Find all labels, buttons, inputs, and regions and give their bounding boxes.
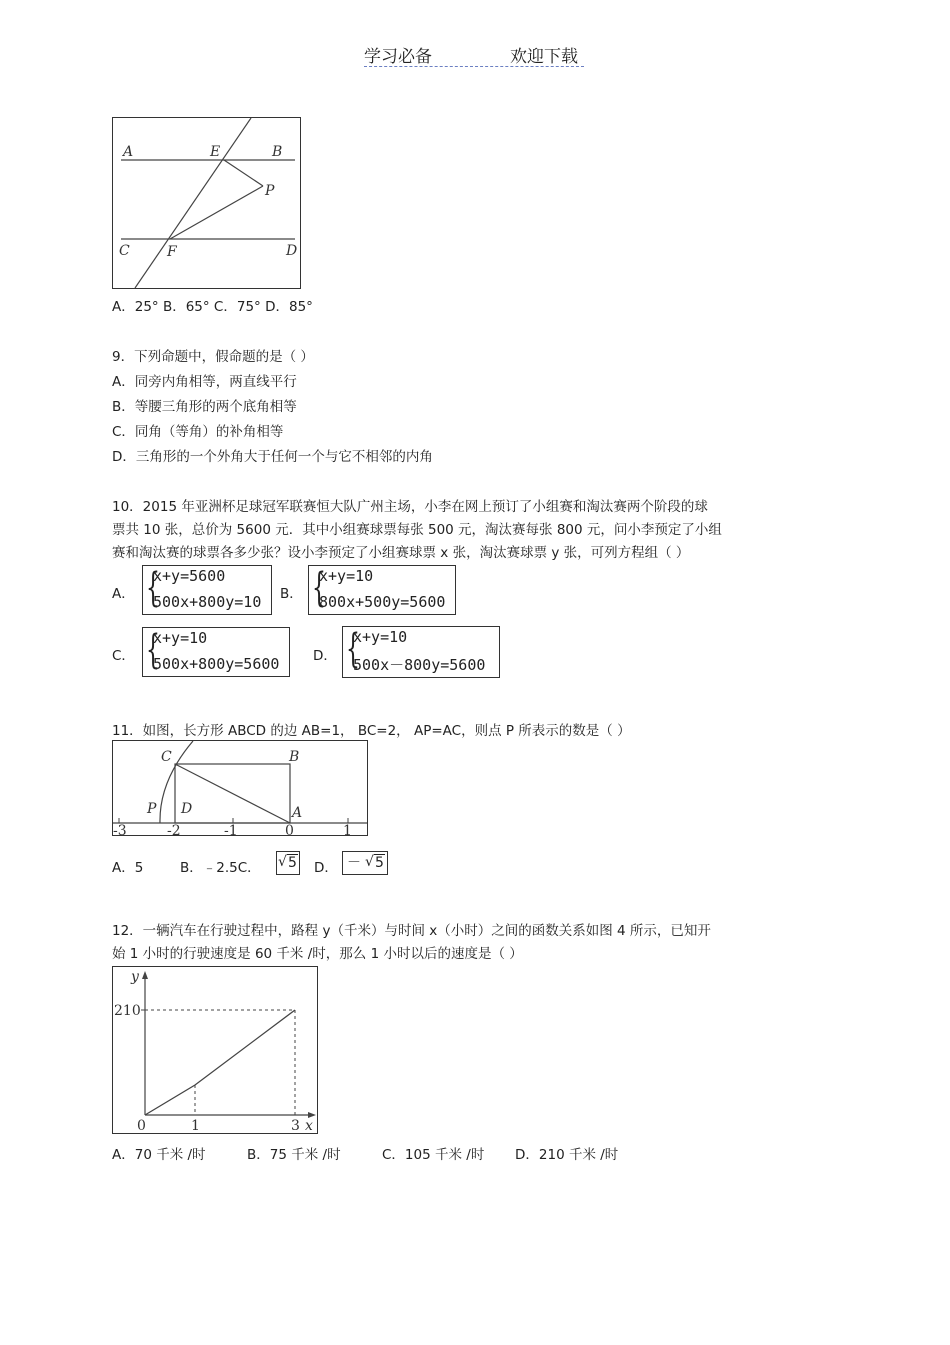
tick-label-minus1: -1 <box>224 823 238 835</box>
q10-stem-line-2: 票共 10 张，总价为 5600 元．其中小组赛球票每张 500 元，淘汰赛每张 800 元，问小李预定了小组 <box>112 522 722 538</box>
q10-option-a-eq1: x+y=5600 <box>153 567 226 585</box>
q9-option-c: C．同角（等角）的补角相等 <box>112 424 284 440</box>
brace-icon: { <box>346 626 360 672</box>
segment-pf <box>170 186 263 239</box>
q10-option-a-label: A． <box>112 586 135 602</box>
x-tick-label-0: 0 <box>137 1118 146 1133</box>
brace-icon: { <box>312 565 326 611</box>
minus-sign: － <box>347 855 361 871</box>
q11-option-a: A．5 <box>112 860 144 876</box>
label-a: A <box>123 144 134 160</box>
q10-stem-line-3: 赛和淘汰赛的球票各多少张？设小李预定了小组赛球票 x 张，淘汰赛球票 y 张，可列方程组（ ） <box>112 545 690 561</box>
y-axis-arrow <box>142 971 148 979</box>
header-right-text: 欢迎下载 <box>510 47 578 67</box>
q12-option-c: C．105 千米 /时 <box>382 1147 485 1163</box>
label-f: F <box>167 244 177 260</box>
brace-icon: { <box>146 627 160 673</box>
q11-stem: 11．如图，长方形 ABCD 的边 AB=1， BC=2， AP=AC，则点 P 所表示的数是（ ） <box>112 723 631 739</box>
x-tick-label-3: 3 <box>291 1118 300 1133</box>
label-b: B <box>289 749 300 765</box>
q9-option-a: A．同旁内角相等，两直线平行 <box>112 374 297 390</box>
q10-option-c-equations <box>142 627 290 677</box>
q10-option-b-label: B． <box>280 586 303 602</box>
label-p: P <box>147 801 157 817</box>
y-tick-label-210: 210 <box>114 1003 141 1019</box>
sqrt-icon: √ <box>365 854 374 870</box>
q12-option-d: D．210 千米 /时 <box>515 1147 619 1163</box>
q11-option-b: B．﹣2.5C． <box>180 860 261 876</box>
q10-option-a-eq2: 500x+800y=10 <box>153 593 262 611</box>
header-left-text: 学习必备 <box>364 47 432 67</box>
q11-number-line-figure <box>112 740 368 836</box>
q9-option-d: D．三角形的一个外角大于任何一个与它不相邻的内角 <box>112 449 433 465</box>
x-axis-label: x <box>305 1118 313 1133</box>
q11-option-c-sqrt <box>276 851 300 875</box>
q10-option-b-equations <box>308 565 456 615</box>
label-d: D <box>286 243 298 259</box>
distance-series-line <box>145 1010 295 1115</box>
segment-ep <box>224 160 263 186</box>
label-b: B <box>272 144 283 160</box>
diagonal-ac <box>175 764 290 823</box>
q8-parallel-lines-figure <box>112 117 301 289</box>
q11-option-d-label: D． <box>314 860 338 876</box>
label-a: A <box>292 805 303 821</box>
q10-option-c-label: C． <box>112 648 135 664</box>
q9-stem: 9．下列命题中，假命题的是（ ） <box>112 349 314 365</box>
q11-option-d-radicand: 5 <box>375 855 384 871</box>
label-p: P <box>265 183 275 199</box>
q11-option-c-radicand: 5 <box>288 855 297 871</box>
label-c: C <box>161 749 172 765</box>
q11-option-d-sqrt <box>342 851 388 875</box>
tick-label-minus2: -2 <box>167 823 181 835</box>
q12-option-a: A．70 千米 /时 <box>112 1147 206 1163</box>
q10-option-c-eq1: x+y=10 <box>153 629 208 647</box>
q10-option-d-label: D． <box>313 648 337 664</box>
page-header <box>364 42 584 67</box>
q10-option-d-eq1: x+y=10 <box>353 628 408 646</box>
q8-options: A．25° B．65° C．75° D．85° <box>112 299 313 315</box>
q10-option-c-eq2: 500x+800y=5600 <box>153 655 280 673</box>
q10-option-a-equations <box>142 565 272 615</box>
q12-stem-line-1: 12．一辆汽车在行驶过程中，路程 y（千米）与时间 x（小时）之间的函数关系如图 4 所示，已知开 <box>112 923 711 939</box>
y-axis-label: y <box>131 969 139 985</box>
q9-option-b: B．等腰三角形的两个底角相等 <box>112 399 297 415</box>
label-e: E <box>210 144 221 160</box>
brace-icon: { <box>146 565 160 611</box>
label-d: D <box>181 801 193 817</box>
label-c: C <box>119 243 130 259</box>
tick-label-1: 1 <box>343 823 352 835</box>
tick-label-minus3: -3 <box>113 823 127 835</box>
q12-stem-line-2: 始 1 小时的行驶速度是 60 千米 /时，那么 1 小时以后的速度是（ ） <box>112 946 523 962</box>
q12-distance-time-chart <box>112 966 318 1134</box>
q10-stem-line-1: 10．2015 年亚洲杯足球冠军联赛恒大队广州主场，小李在网上预订了小组赛和淘汰赛两个阶段的球 <box>112 499 708 515</box>
q10-option-d-equations <box>342 626 500 678</box>
x-tick-label-1: 1 <box>191 1118 200 1133</box>
q10-option-b-eq2: 800x+500y=5600 <box>319 593 446 611</box>
tick-label-0: 0 <box>285 823 294 835</box>
q10-option-b-eq1: x+y=10 <box>319 567 374 585</box>
q10-option-d-eq2: 500x－800y=5600 <box>353 656 486 674</box>
sqrt-icon: √ <box>278 854 287 870</box>
q12-option-b: B．75 千米 /时 <box>247 1147 341 1163</box>
